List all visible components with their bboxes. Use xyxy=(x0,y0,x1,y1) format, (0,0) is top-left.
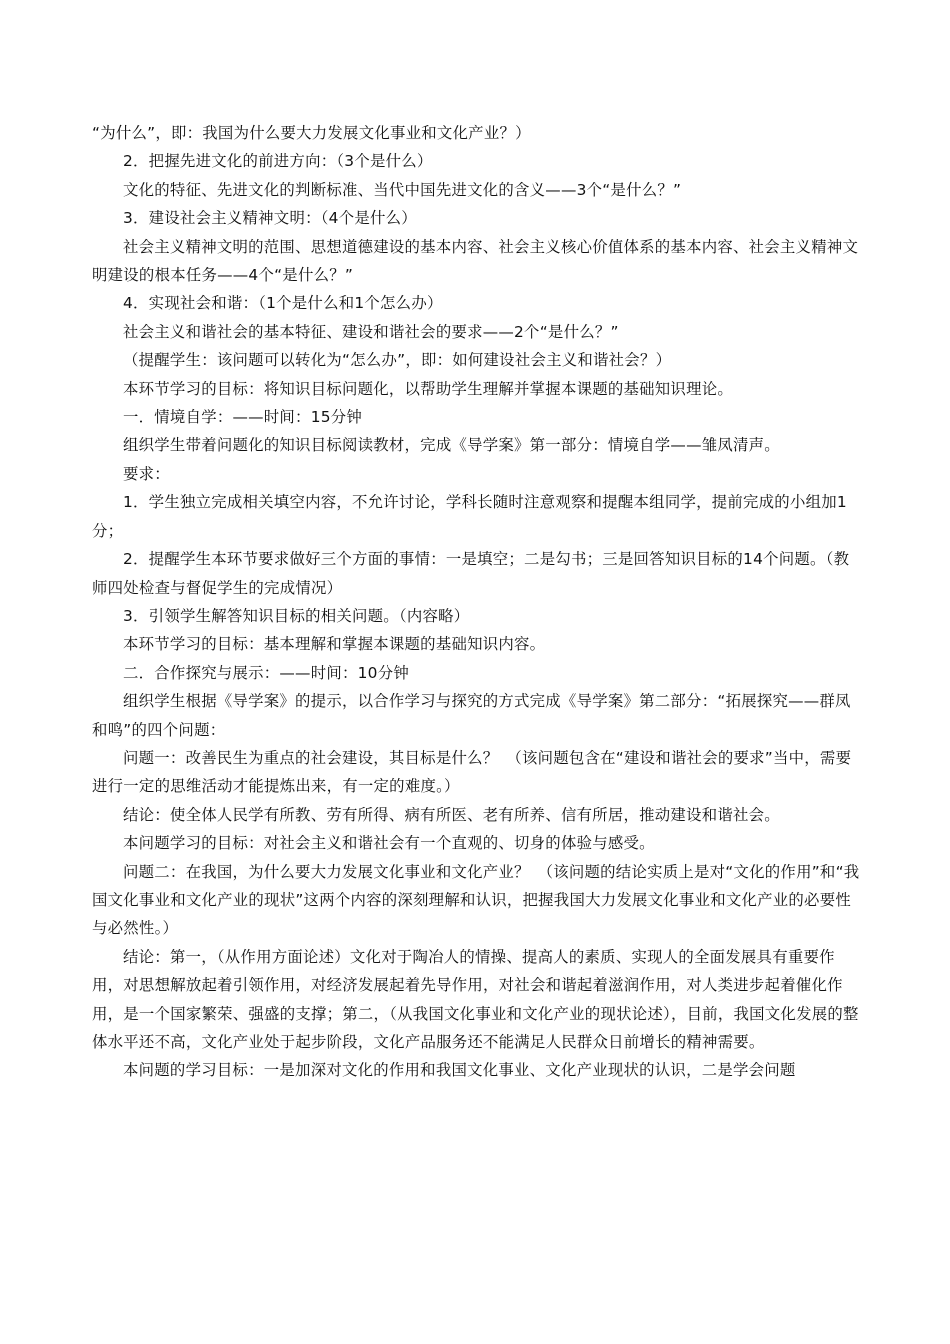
requirement-item-2: 2．提醒学生本环节要求做好三个方面的事情：一是填空；二是勾书；三是回答知识目标的14个问题。（教师四处检查与督促学生的完成情况） xyxy=(92,550,850,597)
heading-social-harmony: 4．实现社会和谐：（1个是什么和1个怎么办） xyxy=(123,294,443,313)
paragraph-spiritual-civilization: 社会主义精神文明的范围、思想道德建设的基本内容、社会主义核心价值体系的基本内容、社会主义精神文明建设的根本任务——4个“是什么？” xyxy=(92,237,859,285)
heading-spiritual-civilization: 3．建设社会主义精神文明：（4个是什么） xyxy=(123,209,417,228)
paragraph-advanced-culture: 文化的特征、先进文化的判断标准、当代中国先进文化的含义——3个“是什么？” xyxy=(123,180,682,199)
paragraph-social-harmony: 社会主义和谐社会的基本特征、建设和谐社会的要求——2个“是什么？” xyxy=(123,322,619,341)
conclusion-two: 结论：第一，（从作用方面论述）文化对于陶冶人的情操、提高人的素质、实现人的全面发展具有重要作用，对思想解放起着引领作用，对经济发展起着先导作用，对社会和谐起着滋润作用，对人类进步起着催化作用，是一个国家繁荣、强盛的支撑；第二，（从我国文化事业和文化产业的现状论述），目前，我国文化发展的整体水平还不高，文化产业处于起步阶段，文化产品服务还不能满足人民群众日前增长的精神需要。 xyxy=(92,947,859,1051)
question-one: 问题一：改善民生为重点的社会建设，其目标是什么？ （该问题包含在“建设和谐社会的要求”当中，需要进行一定的思维活动才能提炼出来，有一定的难度。） xyxy=(92,748,852,796)
paragraph-requirements: 要求： xyxy=(123,464,170,483)
document-body xyxy=(92,119,860,1085)
heading-advanced-culture: 2．把握先进文化的前进方向：（3个是什么） xyxy=(123,152,433,171)
requirement-item-1: 1．学生独立完成相关填空内容，不允许讨论，学科长随时注意观察和提醒本组同学，提前完成的小组加1分； xyxy=(92,493,847,540)
paragraph-stage-goal-2: 本环节学习的目标：基本理解和掌握本课题的基础知识内容。 xyxy=(123,635,546,654)
section-heading-cooperation: 二．合作探究与展示：——时间：10分钟 xyxy=(123,663,409,682)
paragraph-continuation: “为什么”，即：我国为什么要大力发展文化事业和文化产业？） xyxy=(92,124,531,142)
requirement-item-3: 3．引领学生解答知识目标的相关问题。（内容略） xyxy=(123,606,470,625)
section-heading-self-study: 一．情境自学：——时间：15分钟 xyxy=(123,408,363,427)
question-one-goal: 本问题学习的目标：对社会主义和谐社会有一个直观的、切身的体验与感受。 xyxy=(123,834,655,853)
paragraph-self-study: 组织学生带着问题化的知识目标阅读教材，完成《导学案》第一部分：情境自学——雏凤清声。 xyxy=(123,436,780,455)
paragraph-cooperation: 组织学生根据《导学案》的提示，以合作学习与探究的方式完成《导学案》第二部分：“拓展探究——群凤和鸣”的四个问题： xyxy=(92,692,851,739)
paragraph-stage-goal-1: 本环节学习的目标：将知识目标问题化，以帮助学生理解并掌握本课题的基础知识理论。 xyxy=(123,379,733,398)
paragraph-reminder: （提醒学生：该问题可以转化为“怎么办”，即：如何建设社会主义和谐社会？） xyxy=(123,351,672,370)
question-two-goal: 本问题的学习目标：一是加深对文化的作用和我国文化事业、文化产业现状的认识，二是学会问题 xyxy=(123,1061,796,1080)
conclusion-one: 结论：使全体人民学有所教、劳有所得、病有所医、老有所养、信有所居，推动建设和谐社会。 xyxy=(123,805,780,824)
question-two: 问题二：在我国，为什么要大力发展文化事业和文化产业？ （该问题的结论实质上是对“文化的作用”和“我国文化事业和文化产业的现状”这两个内容的深刻理解和认识，把握我国大力发展文化事业和文化产业的必要性与必然性。） xyxy=(92,862,860,938)
